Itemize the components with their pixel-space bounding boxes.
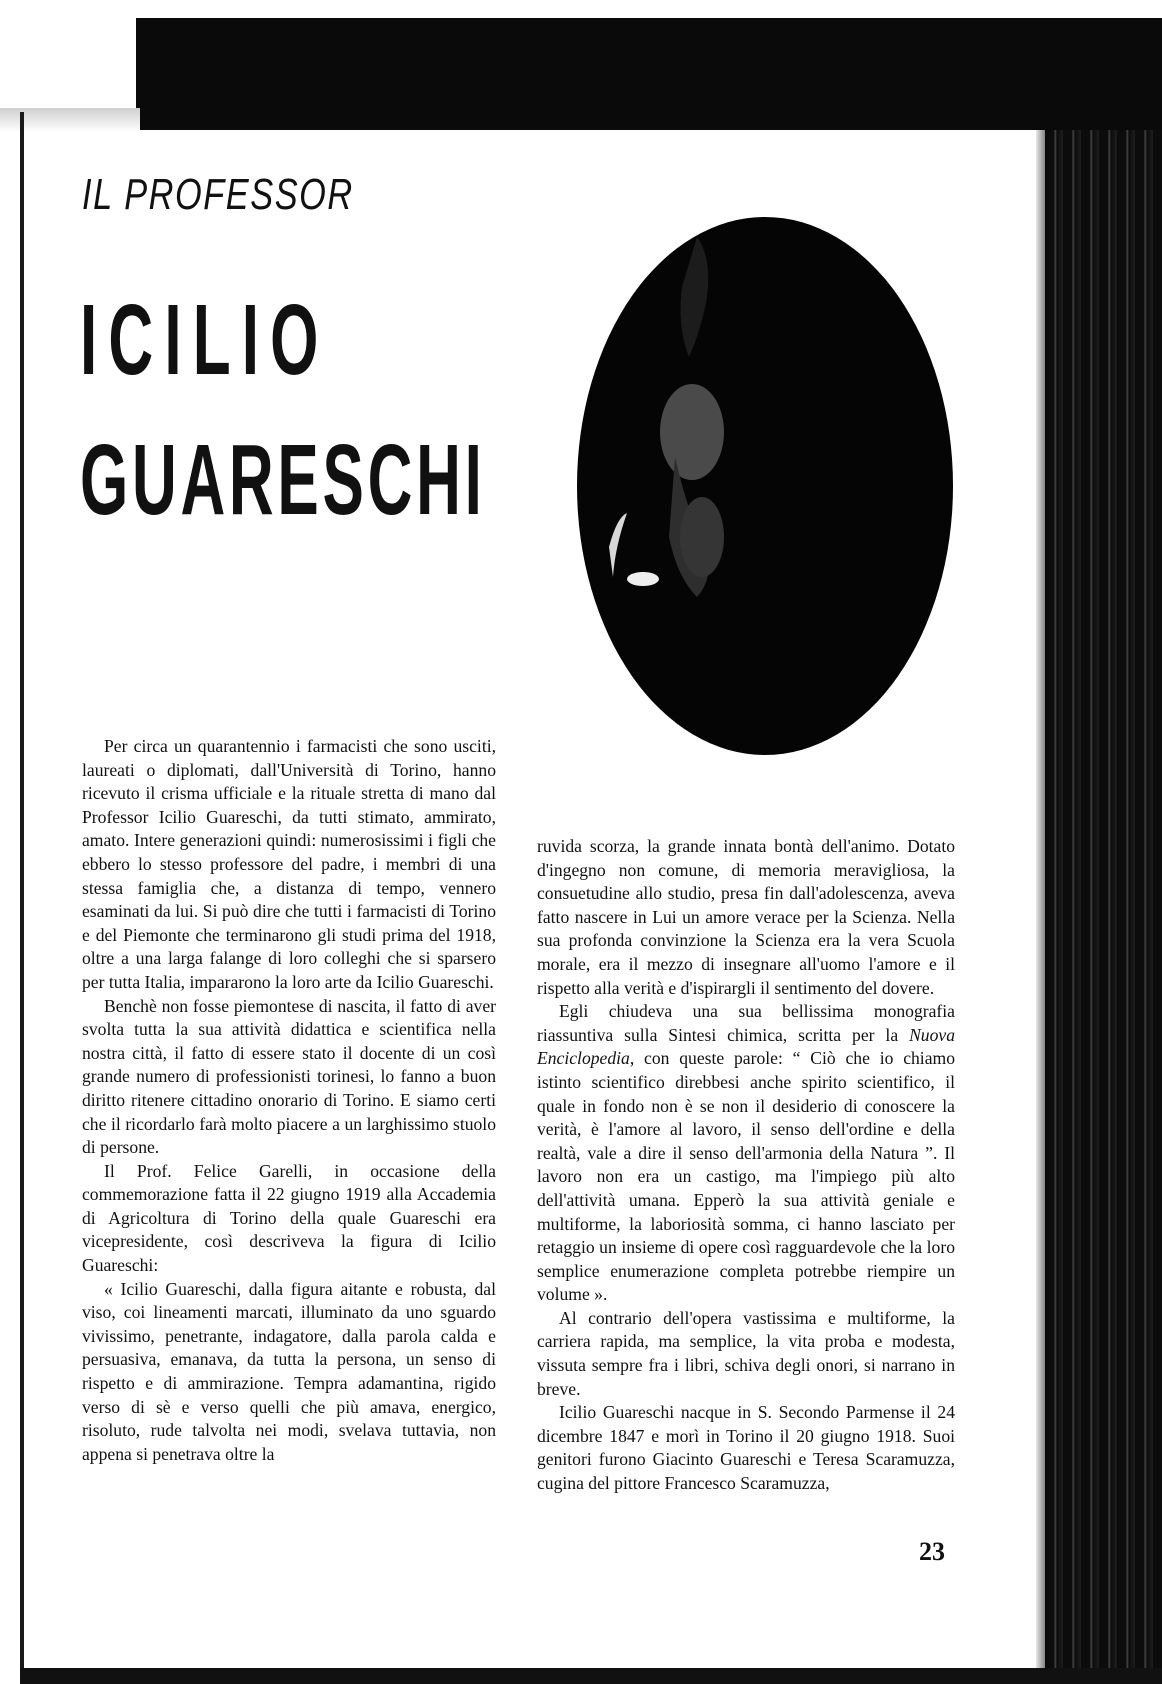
scan-book-pages [1045, 130, 1162, 1684]
portrait-head-highlight [660, 384, 724, 480]
paragraph-origins: Benchè non fosse piemontese di nascita, il fatto di aver svolta tutta la sua attività didattica e scientifica nella nostra città, il fatto di essere stato il docente di un così grande numero di professionisti torinesi, lo fanno a buon diritto ritenere cittadino onorario di Torino. E siamo certi che il ricordarlo farà molto piacere a un larghissimo stuolo di persone. [82, 995, 496, 1158]
paragraph-garelli: Il Prof. Felice Garelli, in occasione della commemorazione fatta il 22 giugno 1919 alla Accademia di Agricoltura di Torino della quale Guareschi era vicepresidente, così descriveva la figura di Icilio Guareschi: [82, 1160, 496, 1276]
monograph-text-after: , con queste parole: “ Ciò che io chiamo istinto scientifico direbbesi anche spirito scientifico, il quale in fondo non è se non il desiderio di conoscere la verità, è l'amore al lavoro, il senso dell'ordine e della realtà, vale a dire il senso dell'armonia della Natura ”. Il lavoro non era un castigo, ma l'impiego più alto dell'attività umana. Epperò la sua attività geniale e multiforme, la laboriosità somma, ci hanno lasciato per retaggio un insieme di opere così ragguardevole che la loro semplice enumerazione completa potrebbe riempire un volume ». [537, 1048, 955, 1305]
article-kicker: IL PROFESSOR [82, 170, 354, 219]
article-column-left [82, 735, 496, 1466]
paragraph-quote-continued: ruvida scorza, la grande innata bontà dell'animo. Dotato d'ingegno non comune, di memoria meravigliosa, la consuetudine allo studio, presa fin dall'adolescenza, aveva fatto nascere in Lui un amore verace per la Scienza. Nella sua profonda convinzione la Scienza era la vera Scuola morale, era il mezzo di insegnare all'uomo l'amore e il rispetto alla verità e d'ispirargli il sentimento del dovere. [537, 836, 955, 998]
portrait-collar-highlight [609, 513, 627, 577]
paragraph-quote-start: « Icilio Guareschi, dalla figura aitante e robusta, dal viso, coi lineamenti marcati, illuminato da uno sguardo vivissimo, penetrante, indagatore, dalla parola calda e persuasiva, emanava, da tutta la persona, un senso di rispetto e di ammirazione. Tempra adamantina, rigido verso di sè e verso quelli che più amava, energico, risoluto, rude talvolta nei modi, svelava tuttavia, non appena si penetrava oltre la [82, 1278, 496, 1464]
scan-top-border [136, 18, 1162, 130]
portrait-hair [681, 237, 709, 357]
monograph-text-before: Egli chiudeva una sua bellissima monografia riassuntiva sulla Sintesi chimica, scritta per la [537, 1001, 955, 1045]
paragraph-career: Al contrario dell'opera vastissima e multiforme, la carriera rapida, ma semplice, la vita proba e modesta, vissuta sempre fra i libri, schiva degli onori, si narrano in breve. [537, 1307, 955, 1399]
scan-bottom-border [20, 1668, 1162, 1684]
article-column-right [537, 835, 955, 1496]
encyclopedia-title: Nuova Enciclopedia [537, 1024, 955, 1069]
title-first-name: ICILIO [80, 284, 330, 396]
paragraph-monograph [537, 1000, 955, 1307]
title-last-name: GUARESCHI [80, 424, 486, 536]
portrait-cuff-highlight [627, 572, 659, 586]
scan-left-border [20, 112, 24, 1684]
paragraph-birth: Icilio Guareschi nacque in S. Secondo Parmense il 24 dicembre 1847 e morì in Torino il 20 giugno 1918. Suoi genitori furono Giacinto Guareschi e Teresa Scaramuzza, cugina del pittore Francesco Scaramuzza, [537, 1402, 955, 1494]
portrait-beard [680, 497, 724, 577]
portrait-photo [577, 217, 953, 755]
paragraph-intro: Per circa un quarantennio i farmacisti che sono usciti, laureati o diplomati, dall'Università di Torino, hanno ricevuto il crisma ufficiale e la rituale stretta di mano dal Professor Icilio Guareschi, da tutti stimato, ammirato, amato. Intere generazioni quindi: numerosissimi i figli che ebbero lo stesso professore del padre, i membri di una stessa famiglia che, a distanza di tempo, vennero esaminati da lui. Si può dire che tutti i farmacisti di Torino e del Piemonte che terminarono gli studi prima del 1918, oltre a una larga falange di loro colleghi che si sparsero per tutta Italia, impararono la loro arte da Icilio Guareschi. [82, 736, 496, 992]
portrait-image [577, 217, 953, 755]
page-number: 23 [919, 1537, 945, 1566]
